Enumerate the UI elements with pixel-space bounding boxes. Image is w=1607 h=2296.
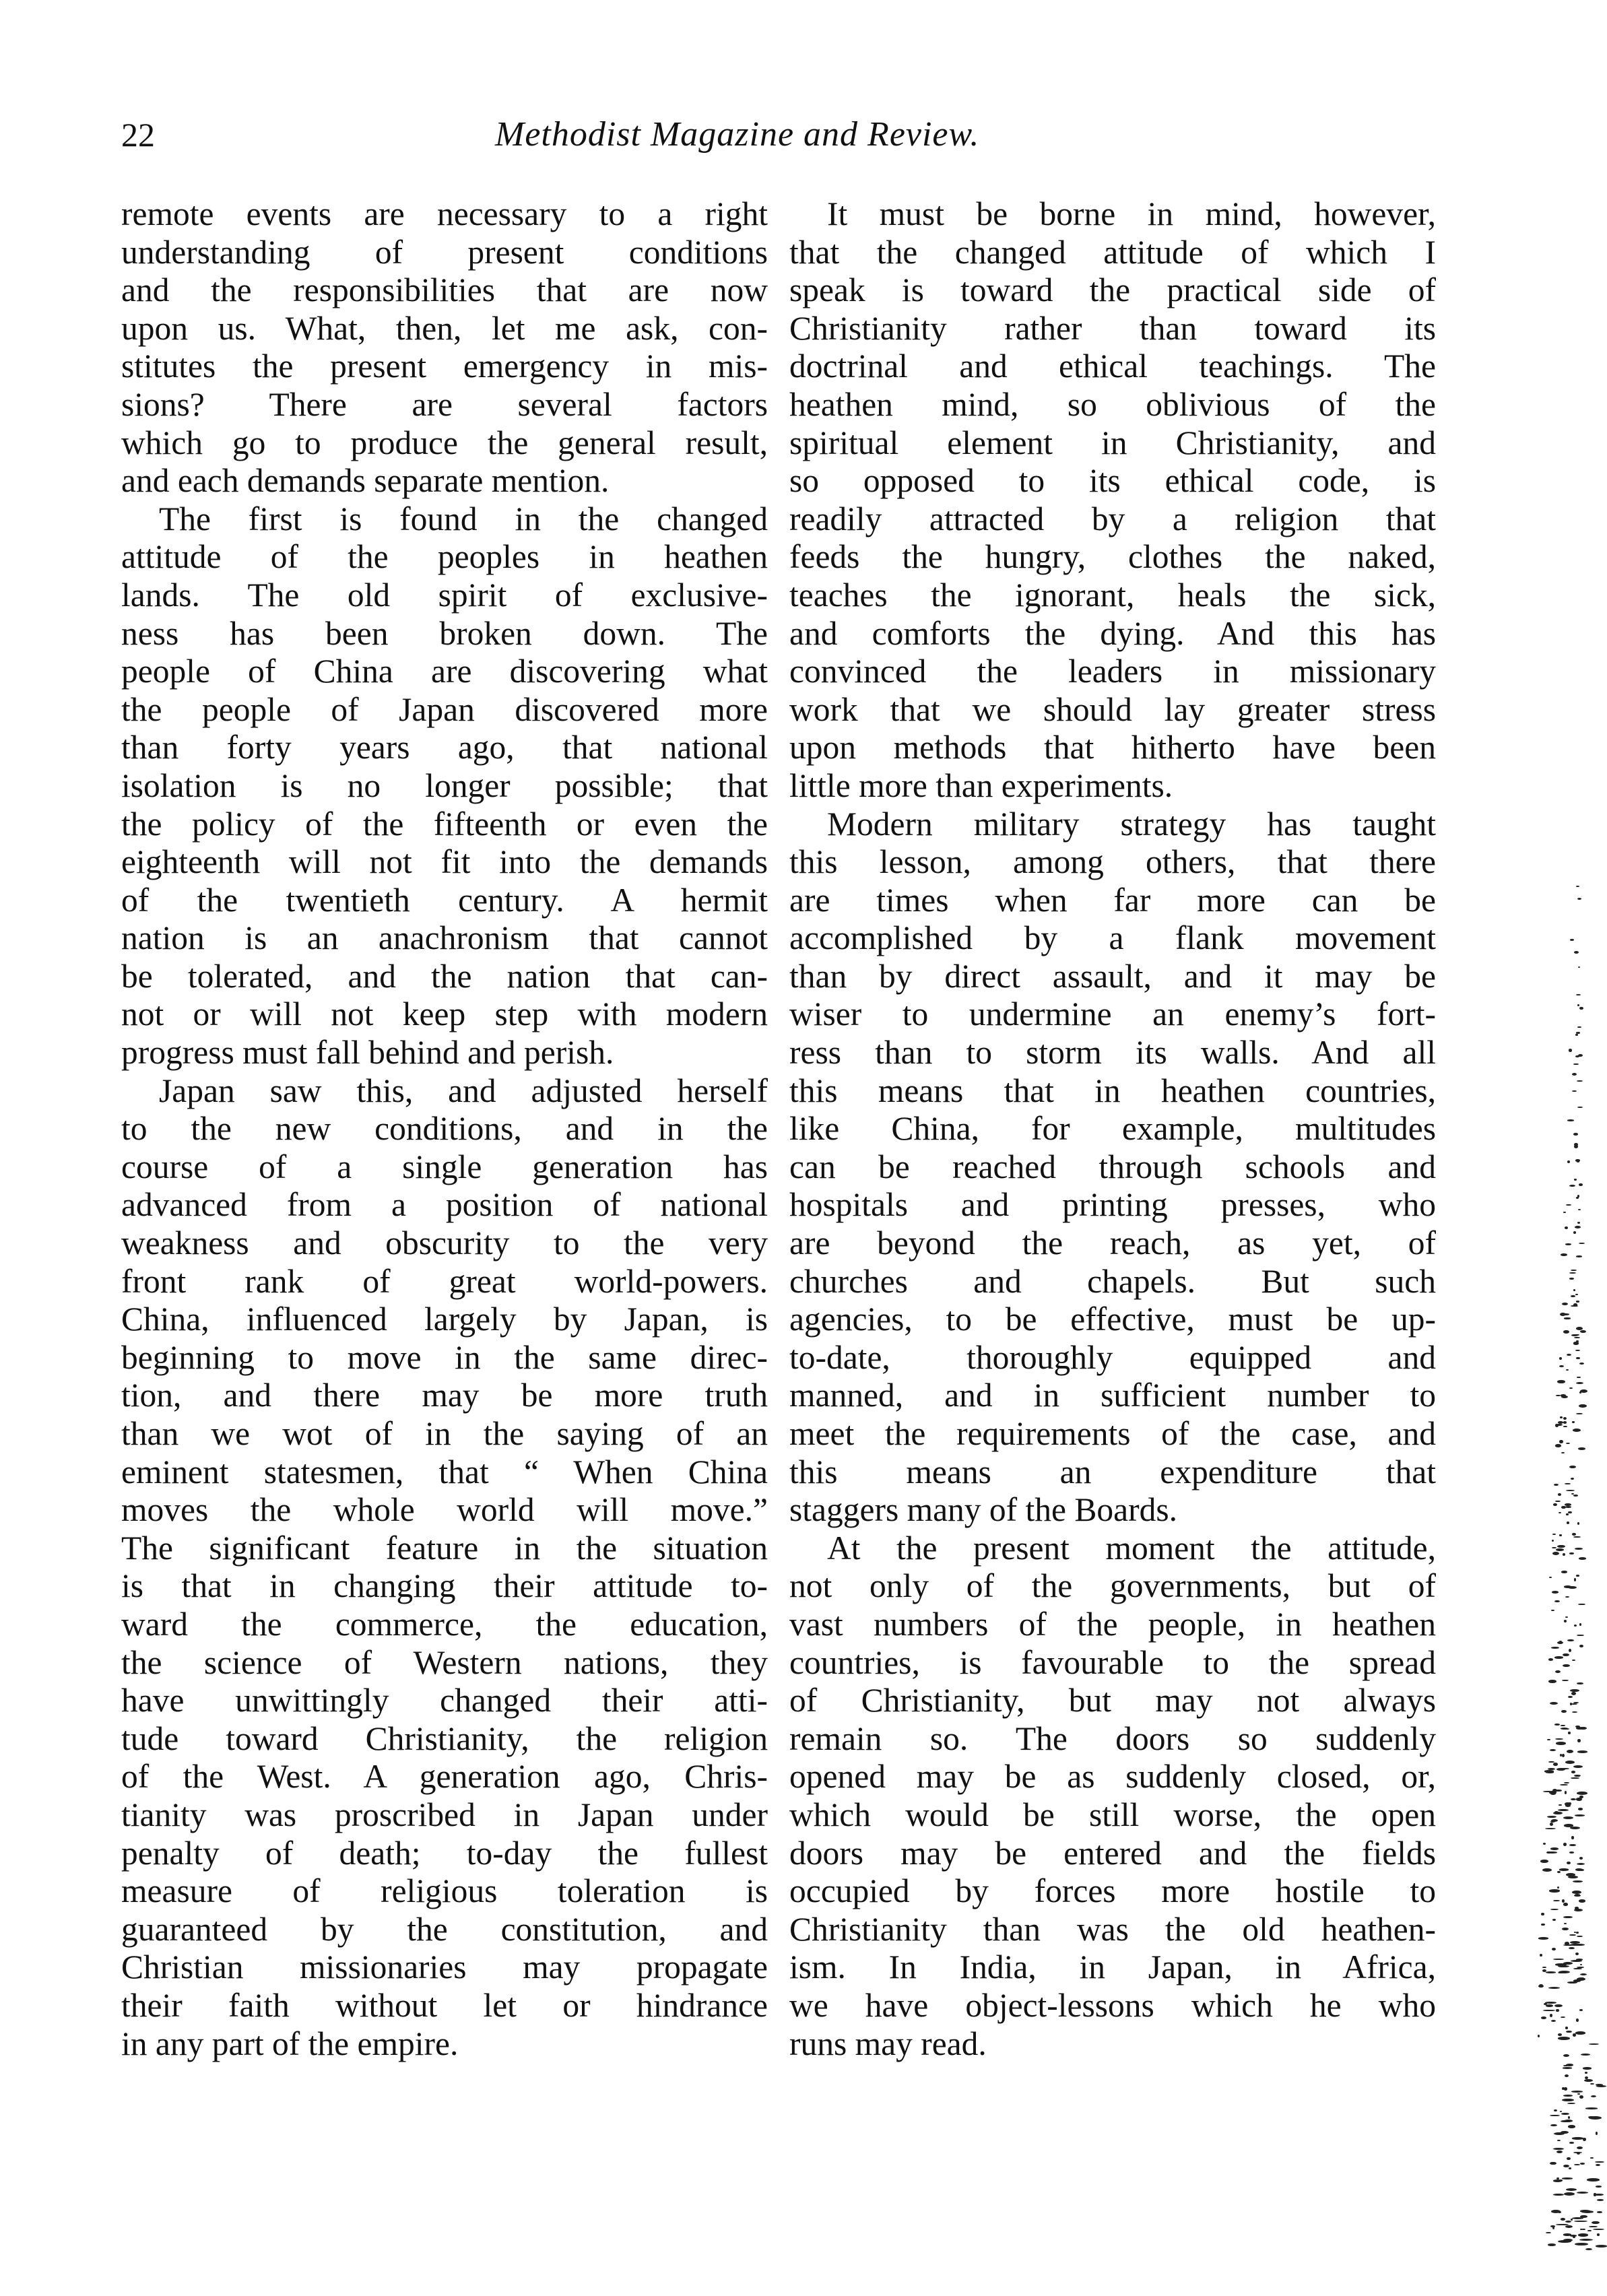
text-line: attitude of the peoples in heathen <box>121 538 768 576</box>
text-line: not only of the governments, but of <box>789 1567 1436 1605</box>
right-column <box>789 195 1436 2063</box>
text-line: tion, and there may be more truth <box>121 1377 768 1414</box>
text-line: countries, is favourable to the spread <box>789 1643 1436 1681</box>
text-line: heathen mind, so oblivious of the <box>789 385 1436 423</box>
text-line: At the present moment the attitude, <box>827 1529 1436 1567</box>
text-line: are times when far more can be <box>789 881 1436 919</box>
text-line: remain so. The doors so suddenly <box>789 1719 1436 1757</box>
text-line: nation is an anachronism that cannot <box>121 919 768 957</box>
text-line: can be reached through schools and <box>789 1148 1436 1185</box>
text-line: the science of Western nations, they <box>121 1643 768 1681</box>
text-line: understanding of present conditions <box>121 233 768 271</box>
text-line: so opposed to its ethical code, is <box>789 462 1436 500</box>
text-line: that the changed attitude of which I <box>789 233 1436 271</box>
paragraph <box>121 500 768 1072</box>
text-line: Christianity than was the old heathen- <box>789 1910 1436 1948</box>
text-line: doors may be entered and the fields <box>789 1834 1436 1872</box>
text-line: progress must fall behind and perish. <box>121 1034 614 1072</box>
text-line: work that we should lay greater stress <box>789 690 1436 728</box>
text-line: spiritual element in Christianity, and <box>789 424 1436 461</box>
text-line: vast numbers of the people, in heathen <box>789 1605 1436 1643</box>
text-line: sions? There are several factors <box>121 385 768 423</box>
text-line: staggers many of the Boards. <box>789 1491 1177 1529</box>
text-line: this means that in heathen countries, <box>789 1072 1436 1109</box>
text-line: remote events are necessary to a right <box>121 195 768 232</box>
paragraph <box>789 195 1436 806</box>
text-line: Modern military strategy has taught <box>827 805 1436 843</box>
text-line: feeds the hungry, clothes the naked, <box>789 538 1436 576</box>
page-number: 22 <box>121 116 155 154</box>
text-line: doctrinal and ethical teachings. The <box>789 348 1436 385</box>
text-line: Christianity rather than toward its <box>789 309 1436 347</box>
text-line: and the responsibilities that are now <box>121 271 768 309</box>
left-column <box>121 195 768 2063</box>
text-line: which go to produce the general result, <box>121 424 768 461</box>
text-line: tude toward Christianity, the religion <box>121 1719 768 1757</box>
text-line: The significant feature in the situation <box>121 1529 768 1567</box>
text-line: the people of Japan discovered more <box>121 690 768 728</box>
text-line: accomplished by a flank movement <box>789 919 1436 957</box>
text-line: upon methods that hitherto have been <box>789 729 1436 766</box>
text-line: stitutes the present emergency in mis- <box>121 348 768 385</box>
text-line: speak is toward the practical side of <box>789 271 1436 309</box>
text-line: churches and chapels. But such <box>789 1262 1436 1300</box>
text-line: isolation is no longer possible; that <box>121 766 768 804</box>
text-line: manned, and in sufficient number to <box>789 1377 1436 1414</box>
text-line: wiser to undermine an enemy’s fort- <box>789 995 1436 1033</box>
text-line: guaranteed by the constitution, and <box>121 1910 768 1948</box>
text-line: teaches the ignorant, heals the sick, <box>789 576 1436 614</box>
text-line: than forty years ago, that national <box>121 729 768 766</box>
text-line: ness has been broken down. The <box>121 614 768 652</box>
paragraph <box>789 1530 1436 2063</box>
text-line: moves the whole world will move.” <box>121 1491 768 1529</box>
scan-edge-speckle <box>1506 876 1607 2256</box>
text-line: this means an expenditure that <box>789 1453 1436 1490</box>
text-line: China, influenced largely by Japan, is <box>121 1301 768 1338</box>
text-line: convinced the leaders in missionary <box>789 653 1436 690</box>
text-line: opened may be as suddenly closed, or, <box>789 1758 1436 1796</box>
text-line: eighteenth will not fit into the demands <box>121 843 768 881</box>
text-line: beginning to move in the same direc- <box>121 1338 768 1376</box>
text-line: in any part of the empire. <box>121 2025 459 2062</box>
running-title: Methodist Magazine and Review. <box>495 115 980 154</box>
text-line: penalty of death; to-day the fullest <box>121 1834 768 1872</box>
text-line: runs may read. <box>789 2025 987 2062</box>
text-line: tianity was proscribed in Japan under <box>121 1796 768 1833</box>
text-line: eminent statesmen, that “ When China <box>121 1453 768 1490</box>
text-line: It must be borne in mind, however, <box>827 195 1436 232</box>
text-line: measure of religious toleration is <box>121 1872 768 1910</box>
text-line: not or will not keep step with modern <box>121 995 768 1033</box>
text-line: front rank of great world-powers. <box>121 1262 768 1300</box>
text-line: upon us. What, then, let me ask, con- <box>121 309 768 347</box>
page-header <box>121 114 1320 168</box>
paragraph <box>121 195 768 500</box>
text-line: hospitals and printing presses, who <box>789 1186 1436 1224</box>
text-line: of Christianity, but may not always <box>789 1682 1436 1719</box>
text-line: the policy of the fifteenth or even the <box>121 805 768 843</box>
text-line: of the West. A generation ago, Chris- <box>121 1758 768 1796</box>
text-line: ism. In India, in Japan, in Africa, <box>789 1948 1436 1986</box>
text-line: of the twentieth century. A hermit <box>121 881 768 919</box>
text-line: which would be still worse, the open <box>789 1796 1436 1833</box>
text-line: and comforts the dying. And this has <box>789 614 1436 652</box>
text-line: weakness and obscurity to the very <box>121 1224 768 1262</box>
text-line: we have object-lessons which he who <box>789 1986 1436 2024</box>
text-line: lands. The old spirit of exclusive- <box>121 576 768 614</box>
text-line: advanced from a position of national <box>121 1186 768 1224</box>
text-line: than we wot of in the saying of an <box>121 1415 768 1452</box>
text-line: have unwittingly changed their atti- <box>121 1682 768 1719</box>
text-line: readily attracted by a religion that <box>789 500 1436 537</box>
text-line: course of a single generation has <box>121 1148 768 1185</box>
text-line: occupied by forces more hostile to <box>789 1872 1436 1910</box>
text-line: Christian missionaries may propagate <box>121 1948 768 1986</box>
text-line: Japan saw this, and adjusted herself <box>159 1072 768 1109</box>
text-line: be tolerated, and the nation that can- <box>121 957 768 995</box>
text-line: The first is found in the changed <box>159 500 768 537</box>
text-line: to the new conditions, and in the <box>121 1110 768 1148</box>
text-line: than by direct assault, and it may be <box>789 957 1436 995</box>
text-line: and each demands separate mention. <box>121 462 610 500</box>
text-line: this lesson, among others, that there <box>789 843 1436 881</box>
paragraph <box>121 1072 768 2063</box>
text-line: their faith without let or hindrance <box>121 1986 768 2024</box>
text-line: people of China are discovering what <box>121 653 768 690</box>
text-line: meet the requirements of the case, and <box>789 1415 1436 1452</box>
text-line: ress than to storm its walls. And all <box>789 1034 1436 1072</box>
text-line: like China, for example, multitudes <box>789 1110 1436 1148</box>
text-line: are beyond the reach, as yet, of <box>789 1224 1436 1262</box>
text-line: little more than experiments. <box>789 766 1173 804</box>
text-line: to-date, thoroughly equipped and <box>789 1338 1436 1376</box>
text-line: is that in changing their attitude to- <box>121 1567 768 1605</box>
paragraph <box>789 806 1436 1530</box>
text-line: agencies, to be effective, must be up- <box>789 1301 1436 1338</box>
text-line: ward the commerce, the education, <box>121 1605 768 1643</box>
